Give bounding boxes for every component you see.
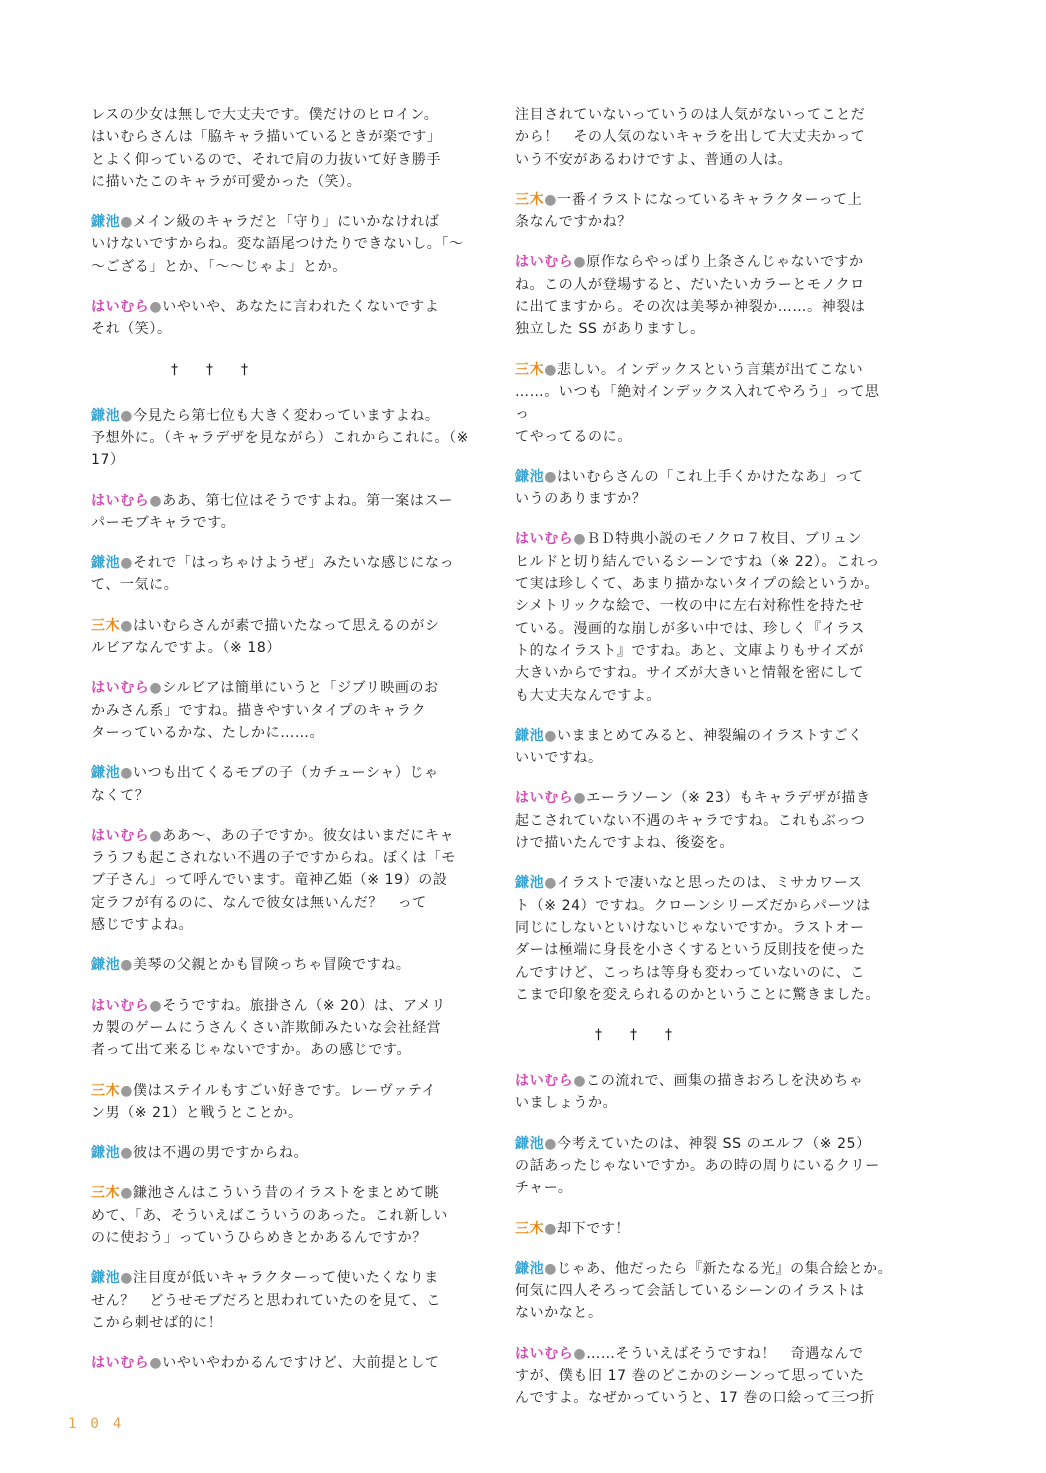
speaker-separator: ● [149,997,163,1014]
interview-paragraph [515,104,893,171]
interview-paragraph [91,552,469,597]
interview-paragraph [91,995,469,1062]
dagger-mark: † [665,1027,672,1044]
speaker-name-miki: 三木 [515,361,545,378]
speaker-name-kamachi: 鎌池 [515,1260,545,1277]
speaker-name-haimura: はいむら [515,254,574,271]
speaker-separator: ● [544,191,558,208]
interview-paragraph [515,359,893,448]
interview-paragraph [91,1267,469,1334]
paragraph-text: レスの少女は無しで大丈夫です。僕だけのヒロイン。 はいむらさんは「脇キャラ描いているときが楽です」 とよく仰っているので、それで肩の力抜いて好き勝手 に描いたこのキャラが可愛かった（笑）。 [91,107,442,190]
speaker-name-kamachi: 鎌池 [515,875,545,892]
paragraph-text: そうですね。旅掛さん（※ 20）は、アメリ カ製のゲームにうさんくさい詐欺師みたいな会社経営 者って出て来るじゃないですか。あの感じです。 [91,997,446,1059]
paragraph-text: ああ～、あの子ですか。彼女はいまだにキャ ラうフも起こされない不遇の子ですからね。ぼくは「モ ブ子さん」って呼んでいます。竜神乙姫（※ 19）の設 定ラフが有るのに、なんで彼女は無いんだ？ って 感じですよね。 [91,827,456,934]
speaker-name-haimura: はいむら [91,680,150,697]
speaker-name-haimura: はいむら [515,1345,574,1362]
interview-paragraph [91,211,469,278]
speaker-separator: ● [149,1355,163,1372]
interview-paragraph [91,1352,469,1374]
paragraph-text: イラストで凄いなと思ったのは、ミサカワース ト（※ 24）ですね。クローンシリーズだからパーツは 同じにしないといけないじゃないですか。ラストオー ダーは極端に身長を小さくするという反則技を使った んですけど、こっちは等身も変わっていないのに、こ こまで印象を変えられるのかということに驚きました。 [515,875,880,1003]
speaker-name-kamachi: 鎌池 [91,957,121,974]
speaker-name-kamachi: 鎌池 [515,1135,545,1152]
paragraph-text: それで「はっちゃけようぜ」みたいな感じになっ て、一気に。 [91,555,455,594]
interview-paragraph [91,762,469,807]
dagger-mark: † [206,361,213,378]
paragraph-text: エーラソーン（※ 23）もキャラデザが描き 起こされていない不遇のキャラですね。これもぶっつ けで描いたんですよね、後姿を。 [515,790,871,852]
speaker-name-kamachi: 鎌池 [91,1270,121,1287]
interview-paragraph [515,872,893,1006]
paragraph-text: はいむらさんの「これ上手くかけたなあ」って いうのありますか？ [515,468,864,508]
right-column [515,104,893,1428]
speaker-separator: ● [573,790,587,807]
speaker-separator: ● [544,1260,558,1277]
speaker-separator: ● [573,531,587,548]
speaker-name-miki: 三木 [515,1220,545,1237]
interview-paragraph [91,1142,469,1164]
paragraph-text: じゃあ、他だったら『新たなる光』の集合絵とか。 何気に四人そろって会話しているシーンのイラストは ないかなと。 [515,1260,893,1322]
dagger-mark: † [241,361,248,378]
dagger-mark: † [595,1027,602,1044]
paragraph-text: ああ、第七位はそうですよね。第一案はスー パーモブキャラです。 [91,492,453,531]
interview-paragraph [515,1258,893,1325]
speaker-separator: ● [544,468,558,485]
speaker-name-miki: 三木 [91,617,121,634]
interview-paragraph [515,1343,893,1410]
paragraph-text: この流れで、画集の描きおろしを決めちゃ いましょうか。 [515,1073,864,1112]
interview-paragraph [91,677,469,744]
paragraph-text: メイン級のキャラだと「守り」にいかなければ いけないですからね。変な語尾つけたりできないし。「～ ～ござる」とか、「～～じゃよ」とか。 [91,214,464,275]
speaker-name-haimura: はいむら [91,997,150,1014]
interview-paragraph [515,787,893,854]
speaker-separator: ● [120,617,134,634]
paragraph-text: 美琴の父親とかも冒険っちゃ冒険ですね。 [133,957,411,974]
paragraph-text: 僕はステイルもすごい好きです。レーヴァテイ ン男（※ 21）と戦うとことか。 [91,1082,437,1121]
interview-paragraph [515,1218,893,1240]
speaker-name-kamachi: 鎌池 [91,214,121,231]
speaker-name-miki: 三木 [91,1185,121,1202]
speaker-name-haimura: はいむら [515,1073,574,1090]
page-number: 104 [68,1416,136,1432]
speaker-separator: ● [149,680,163,697]
interview-paragraph [515,251,893,340]
paragraph-text: はいむらさんが素で描いたなって思えるのがシ ルビアなんですよ。（※ 18） [91,617,440,657]
speaker-separator: ● [573,1345,587,1362]
paragraph-text: 今見たら第七位も大きく変わっていますよね。 予想外に。（キャラデザを見ながら）これからこれに。（※ 17） [91,407,469,469]
paragraph-text: ……そういえばそうですね！ 奇遇なんで すが、僕も旧 17 巻のどこかのシーンって思っていた んですよ。なぜかっていうと、17 巻の口絵って三つ折 [515,1345,875,1407]
speaker-name-haimura: はいむら [91,827,150,844]
speaker-name-miki: 三木 [91,1082,121,1099]
speaker-name-kamachi: 鎌池 [91,407,121,424]
paragraph-text: いつも出てくるモブの子（カチューシャ）じゃ なくて？ [91,765,439,804]
interview-paragraph [91,825,469,936]
speaker-separator: ● [120,1082,134,1099]
paragraph-text: シルビアは簡単にいうと「ジブリ映画のお かみさん系」ですね。描きやすいタイプのキャラク ターっているかな、たしかに……。 [91,680,439,741]
interview-paragraph [515,1070,893,1115]
speaker-separator: ● [544,1220,558,1237]
interview-paragraph [515,528,893,706]
paragraph-text: ＢＤ特典小説のモノクロ７枚目、ブリュン ヒルドと切り結んでいるシーンですね（※ 22）。これっ て実は珍しくて、あまり描かないタイプの絵というか。 シメトリックな絵で、一枚の中に左右対称性を持たせ ている。漫画的な崩しが多い中では、珍しく『イラス ト的なイラスト』ですね。あと、文庫よりもサイズが 大きいからですね。サイズが大きいと情報を密にして も大丈夫なんですよ。 [515,531,880,704]
speaker-separator: ● [149,827,163,844]
speaker-name-haimura: はいむら [515,531,574,548]
speaker-separator: ● [149,299,163,316]
speaker-separator: ● [120,957,134,974]
paragraph-text: いままとめてみると、神裂編のイラストすごく いいですね。 [515,727,863,767]
speaker-name-haimura: はいむら [91,1355,150,1372]
left-column [91,104,469,1392]
speaker-name-kamachi: 鎌池 [91,765,121,782]
speaker-name-miki: 三木 [515,191,545,208]
interview-paragraph [515,1133,893,1200]
interview-paragraph [91,615,469,660]
speaker-separator: ● [120,214,134,231]
speaker-separator: ● [149,492,163,509]
dagger-mark: † [630,1027,637,1044]
paragraph-text: 鎌池さんはこういう昔のイラストをまとめて眺 めて、「あ、そういえばこういうのあった。これ新しい のに使おう」っていうひらめきとかあるんですか？ [91,1185,449,1246]
interview-paragraph [91,1080,469,1125]
paragraph-text: 原作ならやっぱり上条さんじゃないですか ね。この人が登場すると、だいたいカラーとモノクロ に出てますから。その次は美琴か神裂か……。神裂は 独立した SS がありますし。 [515,254,866,338]
speaker-name-kamachi: 鎌池 [91,555,121,572]
speaker-name-kamachi: 鎌池 [515,468,545,485]
interview-paragraph [515,189,893,234]
speaker-separator: ● [120,765,134,782]
speaker-separator: ● [544,1135,558,1152]
interview-paragraph [91,296,469,341]
paragraph-text: 悲しい。インデックスという言葉が出てこない ……。いつも「絶対インデックス入れてやろう」って思っ てやってるのに。 [515,361,880,445]
speaker-separator: ● [544,727,558,744]
interview-paragraph [91,490,469,535]
paragraph-text: 注目されていないっていうのは人気がないってことだ から！ その人気のないキャラを出して大丈夫かって いう不安があるわけですよ、普通の人は。 [515,107,866,168]
paragraph-text: いやいや、あなたに言われたくないですよ それ（笑）。 [91,299,440,338]
speaker-name-haimura: はいむら [91,299,150,316]
paragraph-text: 却下です！ [557,1220,631,1237]
speaker-separator: ● [573,254,587,271]
section-divider [515,1024,893,1046]
interview-paragraph [91,104,469,193]
interview-paragraph [91,1182,469,1249]
paragraph-text: 彼は不遇の男ですからね。 [133,1145,309,1162]
speaker-separator: ● [544,361,558,378]
paragraph-text: 注目度が低いキャラクターって使いたくなりま せん？ どうせモブだろと思われていたのを見て、こ こから刺せば的に！ [91,1270,442,1331]
interview-paragraph [91,405,469,472]
speaker-separator: ● [573,1073,587,1090]
speaker-name-haimura: はいむら [91,492,150,509]
speaker-separator: ● [120,1145,134,1162]
paragraph-text: 一番イラストになっているキャラクターって上 条なんですかね？ [515,191,863,231]
paragraph-text: いやいやわかるんですけど、大前提として [162,1355,440,1372]
section-divider [91,359,469,381]
interview-paragraph [91,954,469,976]
interview-paragraph [515,466,893,511]
speaker-separator: ● [120,1270,134,1287]
paragraph-text: 今考えていたのは、神裂 SS のエルフ（※ 25） の話あったじゃないですか。あの時の周りにいるクリー チャー。 [515,1135,880,1197]
speaker-name-kamachi: 鎌池 [515,727,545,744]
interview-paragraph [515,725,893,770]
speaker-name-kamachi: 鎌池 [91,1145,121,1162]
speaker-separator: ● [120,555,134,572]
speaker-separator: ● [544,875,558,892]
speaker-separator: ● [120,1185,134,1202]
speaker-separator: ● [120,407,134,424]
speaker-name-haimura: はいむら [515,790,574,807]
dagger-mark: † [171,361,178,378]
